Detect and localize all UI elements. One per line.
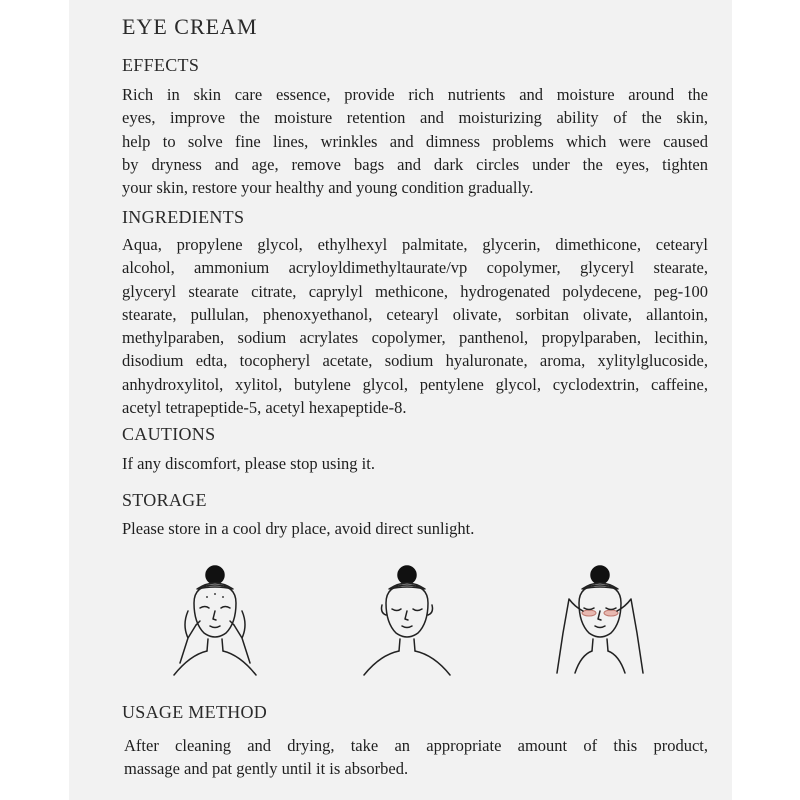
- ingredients-line: acetyl tetrapeptide-5, acetyl hexapeptide-8.: [122, 398, 407, 418]
- effects-line: your skin, restore your healthy and young condition gradually.: [122, 178, 534, 198]
- ingredients-line: disodium edta, tocopheryl acetate, sodium hyaluronate, aroma, xylitylglucoside,: [122, 351, 708, 371]
- usage-text: [124, 734, 708, 781]
- ingredients-heading: INGREDIENTS: [122, 207, 245, 227]
- effects-line: Rich in skin care essence, provide rich nutrients and moisture around the: [122, 85, 708, 104]
- storage-text: Please store in a cool dry place, avoid direct sunlight.: [122, 519, 475, 538]
- cautions-heading: CAUTIONS: [122, 424, 216, 444]
- ingredients-line: methylparaben, sodium acrylates copolymer, panthenol, propylparaben, lecithin,: [122, 328, 708, 348]
- face-relaxed-illustration: [352, 563, 462, 683]
- face-massage-illustration: [160, 563, 270, 683]
- ingredients-line: stearate, pullulan, phenoxyethanol, cetearyl olivate, sorbitan olivate, allantoin,: [122, 304, 708, 324]
- effects-line: eyes, improve the moisture retention and moisturizing ability of the skin,: [122, 108, 708, 128]
- ingredients-line: anhydroxylitol, xylitol, butylene glycol, pentylene glycol, cyclodextrin, caffeine,: [122, 374, 708, 394]
- cautions-text: If any discomfort, please stop using it.: [122, 454, 375, 473]
- usage-heading: USAGE METHOD: [122, 702, 268, 722]
- ingredients-line: glyceryl stearate citrate, caprylyl methicone, hydrogenated polydecene, peg-100: [122, 281, 708, 301]
- storage-heading: STORAGE: [122, 490, 207, 510]
- usage-line: massage and pat gently until it is absorbed.: [124, 759, 409, 779]
- effects-heading: EFFECTS: [122, 55, 200, 75]
- effects-line: help to solve fine lines, wrinkles and dimness problems which were caused: [122, 131, 708, 151]
- face-eye-pads-illustration: [545, 563, 655, 683]
- usage-line: After cleaning and drying, take an appropriate amount of this product,: [124, 736, 708, 755]
- ingredients-line: Aqua, propylene glycol, ethylhexyl palmitate, glycerin, dimethicone, cetearyl: [122, 235, 708, 254]
- effects-line: by dryness and age, remove bags and dark circles under the eyes, tighten: [122, 154, 708, 174]
- page-title: EYE CREAM: [122, 14, 258, 39]
- ingredients-line: alcohol, ammonium acryloyldimethyltaurate/vp copolymer, glyceryl stearate,: [122, 258, 708, 278]
- effects-text: [122, 83, 708, 199]
- ingredients-text: [122, 233, 708, 419]
